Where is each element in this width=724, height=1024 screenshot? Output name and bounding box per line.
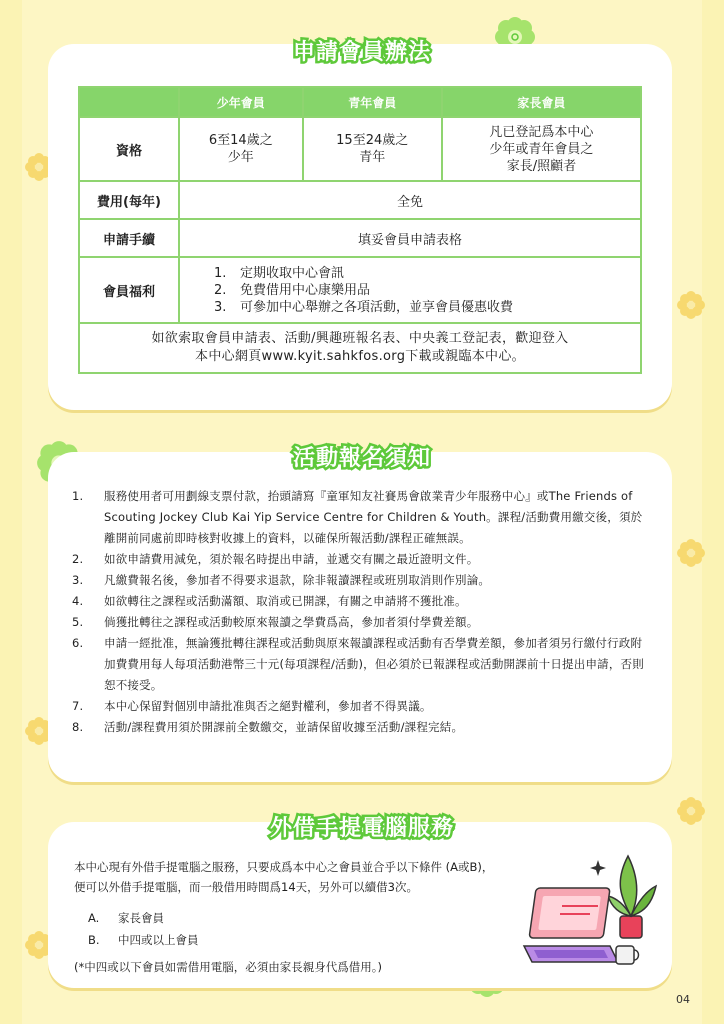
flower-icon xyxy=(676,290,706,320)
benefits-list xyxy=(179,257,641,323)
laptop-intro: 本中心現有外借手提電腦之服務，只要成爲本中心之會員並合乎以下條件 (A或B)， 便可以外借手提電腦，而一般借用時間爲14天，另外可以續借3次。 xyxy=(74,860,494,894)
table-row xyxy=(79,117,641,181)
table-header-cell: 家長會員 xyxy=(442,87,641,117)
laptop-note: (*中四或以下會員如需借用電腦，必須由家長親身代爲借用。) xyxy=(74,960,382,974)
table-header-row xyxy=(79,87,641,117)
table-row xyxy=(79,323,641,373)
list-item: 2. 如欲申請費用減免，須於報名時提出申請，並遞交有關之最近證明文件。 xyxy=(72,552,479,566)
table-header-cell: 少年會員 xyxy=(179,87,303,117)
benefit-item: 3. 可參加中心舉辦之各項活動，並享會員優惠收費 xyxy=(214,299,514,315)
list-item: 8. 活動/課程費用須於開課前全數繳交，並請保留收據至活動/課程完結。 xyxy=(72,720,464,734)
fee-label: 費用(每年) xyxy=(79,181,179,219)
benefits-label: 會員福利 xyxy=(79,257,179,323)
membership-title: 申請會員辦法 xyxy=(292,40,431,65)
membership-table xyxy=(78,86,642,374)
laptop-title: 外借手提電腦服務 xyxy=(269,816,454,841)
eligibility-cell: 6至14歲之 少年 xyxy=(179,117,303,181)
fee-value: 全免 xyxy=(179,181,641,219)
registration-list xyxy=(72,486,652,738)
list-item: 1. 服務使用者可用劃線支票付款，抬頭請寫『童軍知友社賽馬會啟業青少年服務中心』或The Friends of Scouting Jockey Club Kai Yip Service Centre for Children & Youth。課程/活動費用繳交後，須於離開前同處前即時核對收據上的資料，以確保所報活動/課程正確無誤。 xyxy=(72,489,643,545)
list-item: B. 中四或以上會員 xyxy=(88,933,199,947)
list-item: 7. 本中心保留對個別申請批准與否之絕對權利，參加者不得異議。 xyxy=(72,699,432,713)
eligibility-cell: 15至24歲之 青年 xyxy=(303,117,442,181)
apply-value: 填妥會員申請表格 xyxy=(179,219,641,257)
table-row xyxy=(79,257,641,323)
laptop-illustration xyxy=(520,846,660,976)
eligibility-cell: 凡已登記爲本中心 少年或青年會員之 家長/照顧者 xyxy=(442,117,641,181)
table-row xyxy=(79,181,641,219)
list-item: 6. 申請一經批准，無論獲批轉往課程或活動與原來報讀課程或活動有否學費差額，參加者須另行繳付行政附加費費用每人每項活動港幣三十元(每項課程/活動)，但必須於已報課程或活動開課前十日提出申請，否則恕不接受。 xyxy=(72,636,644,692)
benefit-item: 1. 定期收取中心會訊 xyxy=(214,265,345,281)
list-item: 5. 倘獲批轉往之課程或活動較原來報讀之學費爲高，參加者須付學費差額。 xyxy=(72,615,479,629)
list-item: 3. 凡繳費報名後，參加者不得要求退款，除非報讀課程或班別取消則作別論。 xyxy=(72,573,491,587)
table-header-cell: 青年會員 xyxy=(303,87,442,117)
page-number: 04 xyxy=(676,993,690,1006)
benefit-item: 2. 免費借用中心康樂用品 xyxy=(214,282,371,298)
list-item: A. 家長會員 xyxy=(88,911,164,925)
eligibility-label: 資格 xyxy=(79,117,179,181)
table-header-cell xyxy=(79,87,179,117)
table-row xyxy=(79,219,641,257)
registration-title: 活動報名須知 xyxy=(292,446,431,471)
laptop-content xyxy=(74,857,574,977)
flower-icon xyxy=(676,538,706,568)
laptop-conditions xyxy=(74,907,574,951)
list-item: 4. 如欲轉往之課程或活動滿額、取消或已開課，有關之申請將不獲批准。 xyxy=(72,594,467,608)
apply-label: 申請手續 xyxy=(79,219,179,257)
membership-note: 如欲索取會員申請表、活動/興趣班報名表、中央義工登記表，歡迎登入 本中心網頁www.kyit.sahkfos.org下載或親臨本中心。 xyxy=(79,323,641,373)
